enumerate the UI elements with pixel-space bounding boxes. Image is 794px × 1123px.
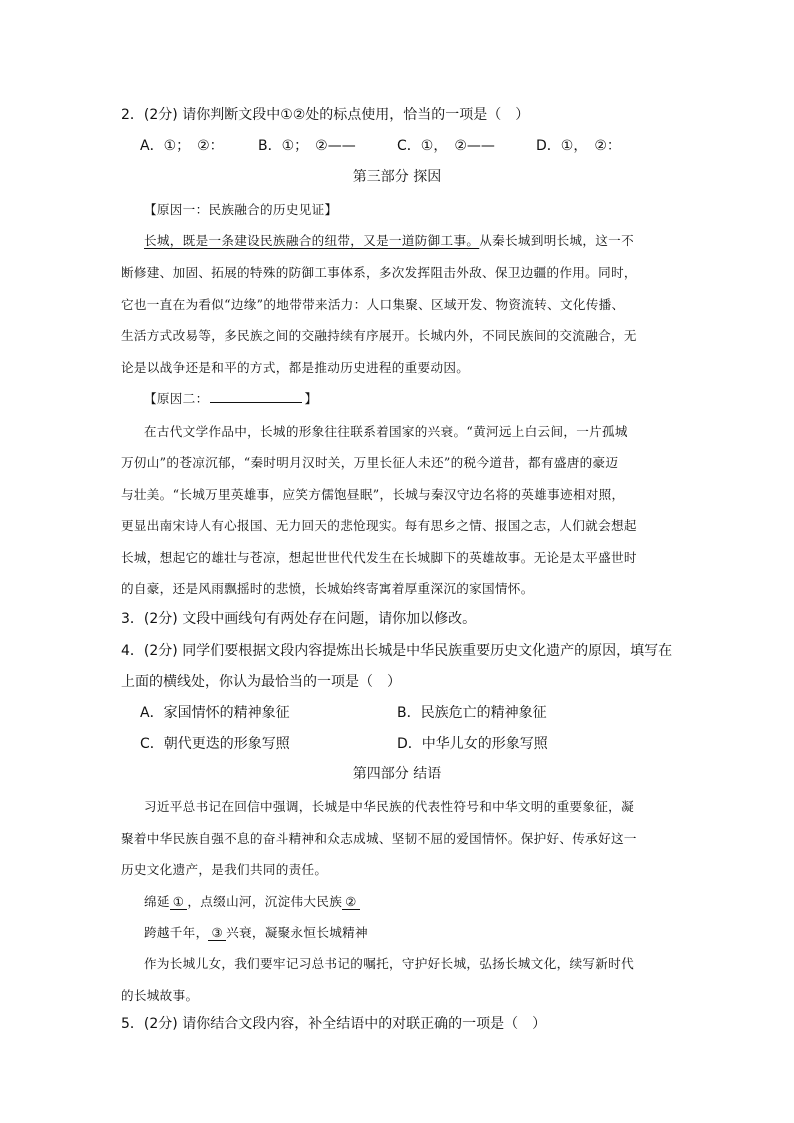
closing-line2: 的长城故事。 [121, 988, 199, 1003]
closing-line1: 作为长城儿女，我们要牢记习总书记的嘱托，守护好长城，弘扬长城文化，续写新时代 [144, 956, 634, 971]
part3-title: 第三部分 探因 [352, 169, 442, 185]
para2-line2: 万仞山”的苍凉沉郁，“秦时明月汉时关，万里长征人未还”的税今道昔，都有盛唐的豪迈 [121, 455, 619, 470]
reason2-heading: 【原因二： 】 [144, 391, 318, 406]
part4-para-line2: 聚着中华民族自强不息的奋斗精神和众志成城、坚韧不屈的爱国情怀。保护好、传承好这一 [121, 831, 637, 846]
q2-option-c: C．①， ②—— [397, 138, 495, 154]
underlined-sentence: 长城，既是一条建设民族融合的纽带，又是一道防御工事。 [144, 233, 480, 248]
q4-stem-line1: 4．(2分) 同学们要根据文段内容提炼出长城是中华民族重要历史文化遗产的原因，填写在 [121, 643, 673, 659]
reason2-blank[interactable] [210, 390, 302, 403]
para1-line4: 生活方式改易等，多民族之间的交融持续有序展开。长城内外，不同民族间的交流融合，无 [121, 328, 637, 343]
q2-option-a: A．①； ②： [140, 138, 224, 154]
part4-title: 第四部分 结语 [352, 766, 442, 782]
q2-stem: 2．(2分) 请你判断文段中①②处的标点使用，恰当的一项是（ ） [121, 107, 530, 123]
q4-option-b: B．民族危亡的精神象征 [397, 705, 547, 721]
para2-line5: 长城，想起它的雄壮与苍凉，想起世世代代发生在长城脚下的英雄故事。无论是太平盛世时 [121, 550, 637, 565]
q5-stem: 5．(2分) 请你结合文段内容，补全结语中的对联正确的一项是（ ） [121, 1016, 547, 1032]
para2-line1: 在古代文学作品中，长城的形象往往联系着国家的兴衰。“黄河远上白云间，一片孤城 [144, 424, 628, 439]
para2-line3: 与壮美。“长城万里英雄事，应笑方儒饱昼眠”，长城与秦汉守边名将的英雄事迹相对照， [121, 487, 625, 502]
q4-option-c: C．朝代更迭的形象写照 [140, 736, 290, 752]
couplet-blank-1[interactable]: ① [170, 894, 188, 910]
q2-option-d: D．①， ②： [536, 138, 621, 154]
para1-line3: 它也一直在为看似“边缘”的地带带来活力：人口集聚、区域开发、物资流转、文化传播、 [121, 297, 625, 312]
para1-line2: 断修建、加固、拓展的特殊的防御工事体系，多次发挥阻击外敌、保卫边疆的作用。同时， [121, 265, 637, 280]
couplet-blank-2[interactable]: ② [342, 894, 360, 910]
q2-option-b: B．①； ②—— [258, 138, 356, 154]
q4-option-a: A．家国情怀的精神象征 [140, 705, 290, 721]
couplet-line1: 绵延 ① ，点缀山河，沉淀伟大民族 ② [144, 891, 360, 910]
para1-line5: 论是以战争还是和平的方式，都是推动历史进程的重要动因。 [121, 360, 470, 375]
couplet-line2: 跨越千年， ③ 兴衰，凝聚永恒长城精神 [144, 925, 368, 940]
para1-line1: 长城，既是一条建设民族融合的纽带，又是一道防御工事。从秦长城到明长城，这一不 [144, 233, 634, 248]
part4-para-line3: 历史文化遗产，是我们共同的责任。 [121, 862, 328, 877]
q4-stem-line2: 上面的横线处，你认为最恰当的一项是（ ） [121, 674, 401, 690]
reason1-heading: 【原因一：民族融合的历史见证】 [144, 202, 338, 217]
q4-option-d: D．中华儿女的形象写照 [397, 736, 548, 752]
q3-stem: 3．(2分) 文段中画线句有两处存在问题，请你加以修改。 [121, 611, 477, 627]
para2-line6: 的自豪，还是风雨飘摇时的悲愤，长城始终寄寓着厚重深沉的家国情怀。 [121, 581, 534, 596]
couplet-blank-3[interactable]: ③ [208, 925, 226, 941]
para2-line4: 更显出南宋诗人有心报国、无力回天的悲怆现实。每有思乡之情、报国之志，人们就会想起 [121, 518, 637, 533]
part4-para-line1: 习近平总书记在回信中强调，长城是中华民族的代表性符号和中华文明的重要象征，凝 [144, 799, 634, 814]
